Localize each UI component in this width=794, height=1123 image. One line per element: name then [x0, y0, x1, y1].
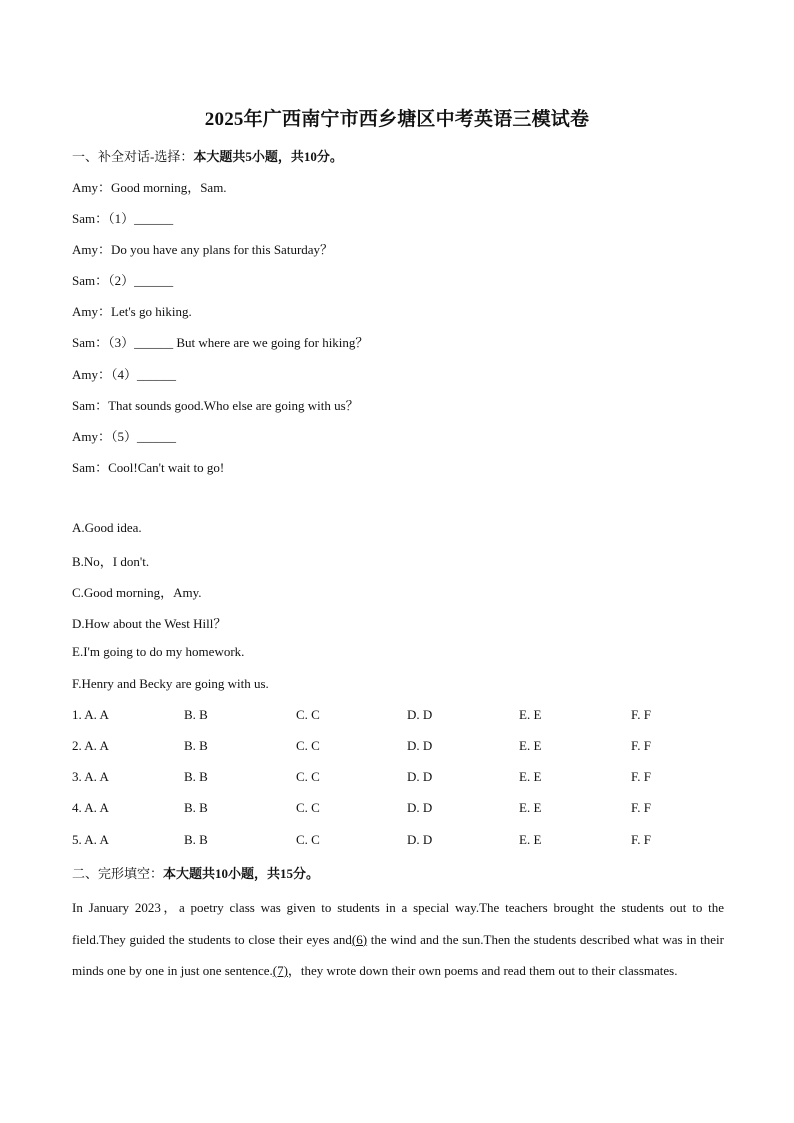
option-e: E.I'm going to do my homework. [72, 644, 245, 659]
answer-choice[interactable]: D. D [407, 707, 433, 722]
answer-choice[interactable]: C. C [296, 707, 320, 722]
option-f: F.Henry and Becky are going with us. [72, 676, 269, 691]
answer-choice[interactable]: B. B [184, 769, 208, 784]
answer-choice[interactable]: F. F [631, 738, 651, 753]
option-b: B.No，I don't. [72, 554, 150, 569]
answer-choice[interactable]: C. C [296, 738, 320, 753]
section-1-heading [72, 146, 343, 165]
answer-choice[interactable]: F. F [631, 769, 651, 784]
answer-choice[interactable]: E. E [519, 800, 542, 815]
answer-choice[interactable]: B. B [184, 800, 208, 815]
dialogue-line: Amy：（5）______ [72, 429, 177, 444]
answer-choice[interactable]: 5. A. A [72, 832, 109, 847]
answer-choice[interactable]: C. C [296, 769, 320, 784]
answer-row-2 [72, 738, 722, 756]
answer-choice[interactable]: D. D [407, 769, 433, 784]
blank-6[interactable]: (6) [351, 931, 368, 947]
option-c: C.Good morning，Amy. [72, 585, 202, 600]
answer-choice[interactable]: E. E [519, 707, 542, 722]
dialogue-line: Sam：That sounds good.Who else are going with us？ [72, 398, 359, 413]
section-1-heading-prefix: 一、补全对话-选择： [72, 149, 194, 164]
passage-text: ，they wrote down their own poems and read them out to their classmates. [287, 963, 678, 978]
answer-row-3 [72, 769, 722, 787]
answer-choice[interactable]: 2. A. A [72, 738, 109, 753]
passage-text: In January 2023，a poetry class was given to students in a special way.The teachers brought the students out to the field.They guided the students to close their eyes and [72, 900, 724, 947]
dialogue-line: Amy：Good morning，Sam. [72, 180, 227, 195]
answer-choice[interactable]: B. B [184, 738, 208, 753]
answer-choice[interactable]: D. D [407, 738, 433, 753]
answer-choice[interactable]: D. D [407, 832, 433, 847]
answer-choice[interactable]: B. B [184, 832, 208, 847]
section-2-heading-prefix: 二、完形填空： [72, 866, 164, 881]
answer-choice[interactable]: C. C [296, 800, 320, 815]
answer-choice[interactable]: E. E [519, 738, 542, 753]
dialogue-line: Sam：（2）______ [72, 273, 174, 288]
option-d: D.How about the West Hill？ [72, 616, 227, 631]
answer-row-1 [72, 707, 722, 725]
answer-row-5 [72, 832, 722, 850]
answer-choice[interactable]: B. B [184, 707, 208, 722]
page-title: 2025年广西南宁市西乡塘区中考英语三模试卷 [204, 109, 590, 130]
option-a: A.Good idea. [72, 520, 142, 535]
dialogue-line: Amy：Do you have any plans for this Saturday？ [72, 242, 334, 257]
dialogue-line: Amy：Let's go hiking. [72, 304, 192, 319]
answer-choice[interactable]: E. E [519, 832, 542, 847]
answer-choice[interactable]: F. F [631, 800, 651, 815]
answer-choice[interactable]: 4. A. A [72, 800, 109, 815]
dialogue-line: Sam：（3）______ But where are we going for hiking？ [72, 335, 369, 350]
answer-choice[interactable]: E. E [519, 769, 542, 784]
answer-choice[interactable]: C. C [296, 832, 320, 847]
answer-choice[interactable]: F. F [631, 707, 651, 722]
dialogue-line: Sam：Cool!Can't wait to go! [72, 460, 225, 475]
passage-text: the wind and the sun.Then the students described what was in their minds one by one in just one sentence. [72, 931, 724, 978]
answer-row-4 [72, 800, 722, 818]
answer-choice[interactable]: 1. A. A [72, 707, 109, 722]
answer-choice[interactable]: 3. A. A [72, 769, 109, 784]
section-2-heading [72, 863, 319, 882]
section-1-heading-info: 本大题共5小题，共10分。 [193, 149, 343, 164]
dialogue-line: Amy：（4）______ [72, 367, 177, 382]
blank-7[interactable]: (7) [272, 963, 288, 978]
section-2-heading-info: 本大题共10小题，共15分。 [163, 866, 320, 881]
answer-choice[interactable]: F. F [631, 832, 651, 847]
answer-choice[interactable]: D. D [407, 800, 433, 815]
cloze-passage [72, 892, 724, 987]
dialogue-line: Sam：（1）______ [72, 211, 174, 226]
